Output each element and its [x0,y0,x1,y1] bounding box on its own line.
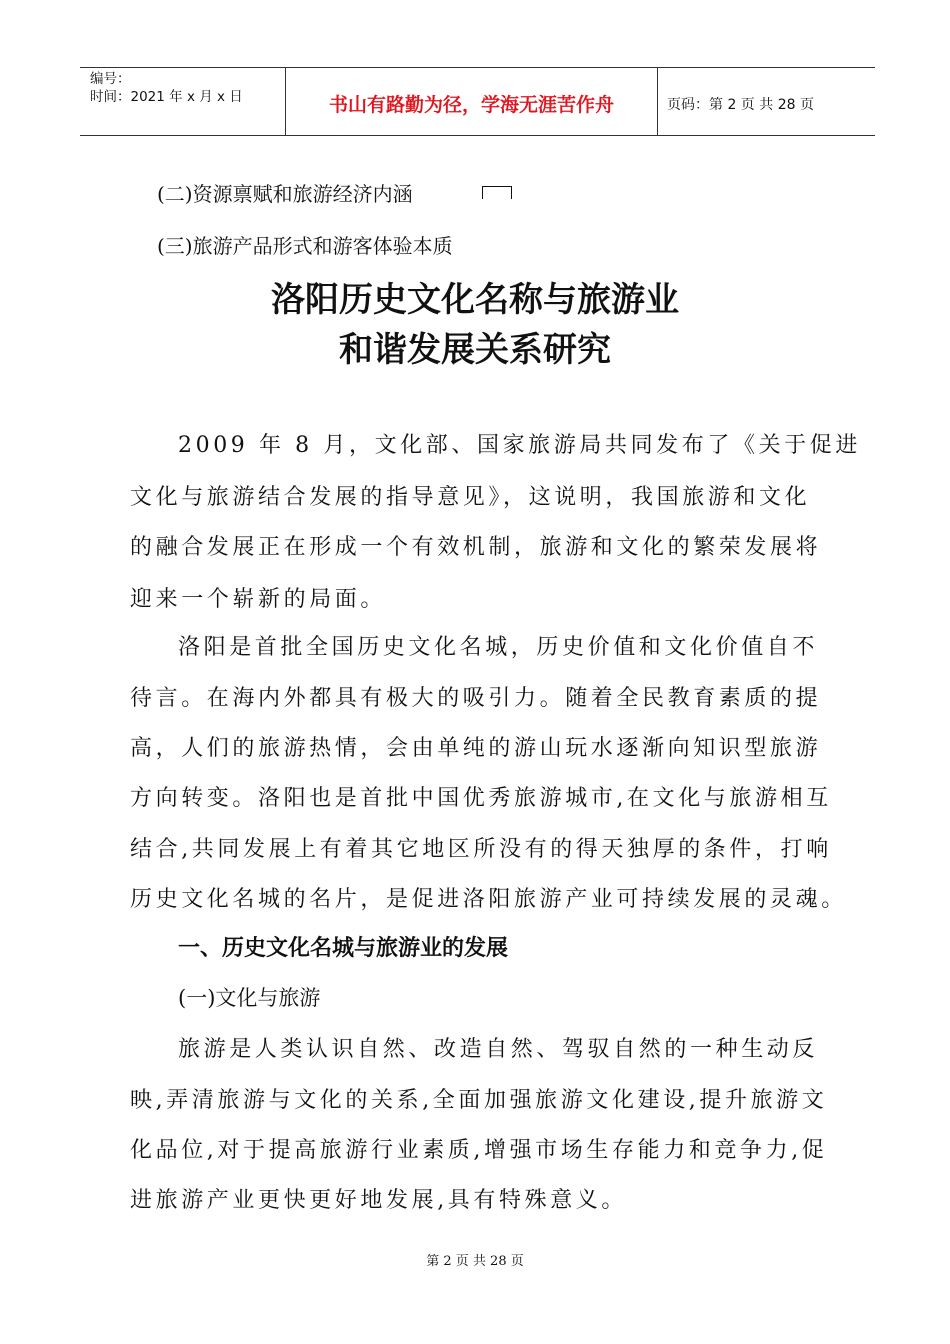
p2-line-2: 待言。在海内外都具有极大的吸引力。随着全民教育素质的提 [130,686,822,711]
toc-item-2: (二)资源禀赋和旅游经济内涵 [157,182,413,206]
title-line-2: 和谐发展关系研究 [339,330,611,370]
p2-line-4: 方向转变。洛阳也是首批中国优秀旅游城市,在文化与旅游相互 [130,786,832,811]
header-meta [80,68,286,135]
toc-item-3: (三)旅游产品形式和游客体验本质 [157,234,453,258]
header-motto: 书山有路勤为径，学海无涯苦作舟 [286,68,658,135]
bracket-mark [482,186,512,199]
subsection-heading: (一)文化与旅游 [178,986,321,1010]
number-label: 编号： [90,71,131,87]
section-heading: 一、历史文化名城与旅游业的发展 [178,936,509,961]
p3-line-1: 旅游是人类认识自然、改造自然、驾驭自然的一种生动反 [178,1037,819,1062]
page-footer: 第 2 页 共 28 页 [426,1254,524,1269]
p2-line-3: 高，人们的旅游热情，会由单纯的游山玩水逐渐向知识型旅游 [130,736,822,761]
p1-line-3: 的融合发展正在形成一个有效机制，旅游和文化的繁荣发展将 [130,535,822,560]
p1-line-4: 迎来一个崭新的局面。 [130,587,387,612]
p2-line-5: 结合,共同发展上有着其它地区所没有的得天独厚的条件，打响 [130,837,832,862]
p1-line-2: 文化与旅游结合发展的指导意见》，这说明，我国旅游和文化 [130,485,811,510]
p2-line-1: 洛阳是首批全国历史文化名城，历史价值和文化价值自不 [178,635,819,660]
p3-line-4: 进旅游产业更快更好地发展,具有特殊意义。 [130,1188,627,1213]
p1-line-1: 2009 年 8 月，文化部、国家旅游局共同发布了《关于促进 [178,433,861,458]
p2-line-6: 历史文化名城的名片，是促进洛阳旅游产业可持续发展的灵魂。 [130,887,847,912]
header-page-info: 页码：第 2 页 共 28 页 [667,96,814,113]
time-label: 时间：2021 年 x 月 x 日 [90,89,243,105]
p3-line-3: 化品位,对于提高旅游行业素质,增强市场生存能力和竞争力,促 [130,1138,828,1163]
p3-line-2: 映,弄清旅游与文化的关系,全面加强旅游文化建设,提升旅游文 [130,1088,828,1113]
title-line-1: 洛阳历史文化名称与旅游业 [271,280,679,320]
page-header [80,67,875,136]
